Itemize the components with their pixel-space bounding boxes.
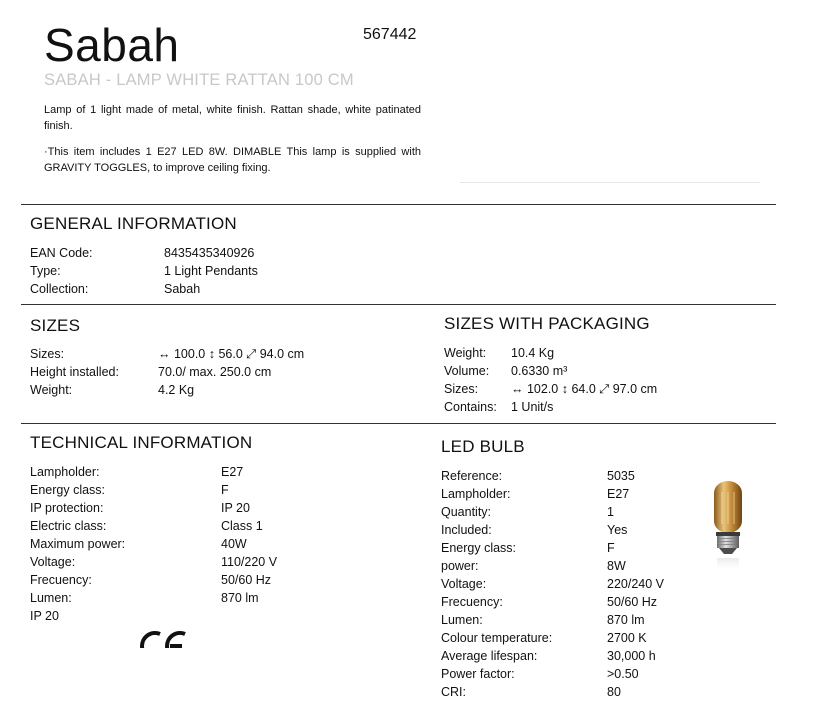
spec-row xyxy=(30,589,420,607)
bulb-row xyxy=(441,485,701,503)
info-row xyxy=(30,244,410,262)
bulb-label: Voltage: xyxy=(441,577,487,591)
packaging-value: 0.6330 m³ xyxy=(511,364,568,378)
spec-label: Voltage: xyxy=(30,555,76,569)
bulb-row xyxy=(441,503,701,521)
bulb-label: Reference: xyxy=(441,469,503,483)
section-divider xyxy=(21,204,776,205)
packaging-label: Contains: xyxy=(444,400,497,414)
bulb-value: E27 xyxy=(607,487,630,501)
bulb-value: 50/60 Hz xyxy=(607,595,658,609)
bulb-label: Power factor: xyxy=(441,667,515,681)
spec-label: Lumen: xyxy=(30,591,72,605)
bulb-value: 220/240 V xyxy=(607,577,664,591)
packaging-label: Sizes: xyxy=(444,382,479,396)
product-subtitle: SABAH - LAMP WHITE RATTAN 100 CM xyxy=(44,71,354,89)
spec-label: Frecuency: xyxy=(30,573,92,587)
bulb-value: 80 xyxy=(607,685,621,699)
spec-row xyxy=(30,481,420,499)
info-label: Type: xyxy=(30,264,61,278)
info-value: Sabah xyxy=(164,282,201,296)
bulb-row xyxy=(441,647,701,665)
bulb-row xyxy=(441,611,701,629)
bulb-row xyxy=(441,683,701,701)
size-row xyxy=(30,345,420,363)
info-row xyxy=(30,262,410,280)
bulb-label: Quantity: xyxy=(441,505,492,519)
sizes-heading: SIZES xyxy=(30,316,81,335)
section-divider xyxy=(21,423,776,424)
product-description: Lamp of 1 light made of metal, white finish. Rattan shade, white patinated finish. xyxy=(44,104,421,132)
spec-value: 870 lm xyxy=(221,591,259,605)
bulb-value: Yes xyxy=(607,523,628,537)
bulb-row xyxy=(441,521,701,539)
bulb-row xyxy=(441,539,701,557)
bulb-value: 5035 xyxy=(607,469,635,483)
size-value: 70.0/ max. 250.0 cm xyxy=(158,365,272,379)
general-information-heading: GENERAL INFORMATION xyxy=(30,214,237,233)
bulb-label: Colour temperature: xyxy=(441,631,553,645)
info-value: 1 Light Pendants xyxy=(164,264,258,278)
bulb-value: 30,000 h xyxy=(607,649,656,663)
led-bulb-heading: LED BULB xyxy=(441,437,525,456)
size-value: ↔ 100.0 ↕ 56.0 ⤢ 94.0 cm xyxy=(158,347,305,361)
spec-row xyxy=(30,553,420,571)
bulb-value: 8W xyxy=(607,559,626,573)
info-value: 8435435340926 xyxy=(164,246,255,260)
spec-label: Electric class: xyxy=(30,519,107,533)
spec-label: Maximum power: xyxy=(30,537,126,551)
spec-value: 40W xyxy=(221,537,247,551)
spec-value: IP 20 xyxy=(221,501,250,515)
product-included-note: ·This item includes 1 E27 LED 8W. DIMABLE This lamp is supplied with GRAVITY TOGGLES, to improve ceiling fixing. xyxy=(44,146,421,174)
spec-value: 110/220 V xyxy=(221,555,278,569)
packaging-label: Weight: xyxy=(444,346,487,360)
packaging-row xyxy=(444,362,774,380)
spec-value: E27 xyxy=(221,465,244,479)
bulb-value: >0.50 xyxy=(607,667,639,681)
info-label: EAN Code: xyxy=(30,246,93,260)
packaging-row xyxy=(444,380,774,398)
bulb-row xyxy=(441,575,701,593)
packaging-value: 1 Unit/s xyxy=(511,400,554,414)
product-title: Sabah xyxy=(44,19,180,71)
divider xyxy=(460,182,760,183)
bulb-value: 1 xyxy=(607,505,614,519)
spec-row xyxy=(30,463,420,481)
bulb-value: 870 lm xyxy=(607,613,645,627)
size-label: Sizes: xyxy=(30,347,65,361)
packaging-heading: SIZES WITH PACKAGING xyxy=(444,314,650,333)
bulb-value: 2700 K xyxy=(607,631,647,645)
spec-value: Class 1 xyxy=(221,519,263,533)
ip-note xyxy=(30,607,420,625)
bulb-label: Energy class: xyxy=(441,541,517,555)
spec-value: F xyxy=(221,483,229,497)
size-row xyxy=(30,381,420,399)
spec-row xyxy=(30,535,420,553)
bulb-label: Lampholder: xyxy=(441,487,511,501)
packaging-value: 10.4 Kg xyxy=(511,346,555,360)
bulb-value: F xyxy=(607,541,615,555)
product-reference: 567442 xyxy=(363,26,417,43)
bulb-label: Included: xyxy=(441,523,492,537)
spec-label: Energy class: xyxy=(30,483,106,497)
section-divider xyxy=(21,304,776,305)
bulb-label: Lumen: xyxy=(441,613,483,627)
packaging-row xyxy=(444,398,774,416)
ip-note-text: IP 20 xyxy=(30,609,59,623)
size-label: Weight: xyxy=(30,383,73,397)
bulb-row xyxy=(441,593,701,611)
bulb-label: CRI: xyxy=(441,685,466,699)
bulb-row xyxy=(441,557,701,575)
bulb-label: power: xyxy=(441,559,479,573)
technical-information-heading: TECHNICAL INFORMATION xyxy=(30,433,253,452)
ce-mark-icon xyxy=(138,628,190,648)
size-label: Height installed: xyxy=(30,365,119,379)
spec-row xyxy=(30,571,420,589)
packaging-row xyxy=(444,344,774,362)
bulb-label: Average lifespan: xyxy=(441,649,538,663)
bulb-label: Frecuency: xyxy=(441,595,503,609)
spec-label: IP protection: xyxy=(30,501,104,515)
packaging-value: ↔ 102.0 ↕ 64.0 ⤢ 97.0 cm xyxy=(511,382,658,396)
spec-label: Lampholder: xyxy=(30,465,100,479)
bulb-row xyxy=(441,629,701,647)
packaging-label: Volume: xyxy=(444,364,490,378)
info-row xyxy=(30,280,410,298)
spec-row xyxy=(30,517,420,535)
bulb-row xyxy=(441,467,701,485)
info-label: Collection: xyxy=(30,282,89,296)
spec-value: 50/60 Hz xyxy=(221,573,272,587)
bulb-row xyxy=(441,665,701,683)
led-bulb-image xyxy=(702,478,754,578)
size-row xyxy=(30,363,420,381)
size-value: 4.2 Kg xyxy=(158,383,195,397)
spec-row xyxy=(30,499,420,517)
